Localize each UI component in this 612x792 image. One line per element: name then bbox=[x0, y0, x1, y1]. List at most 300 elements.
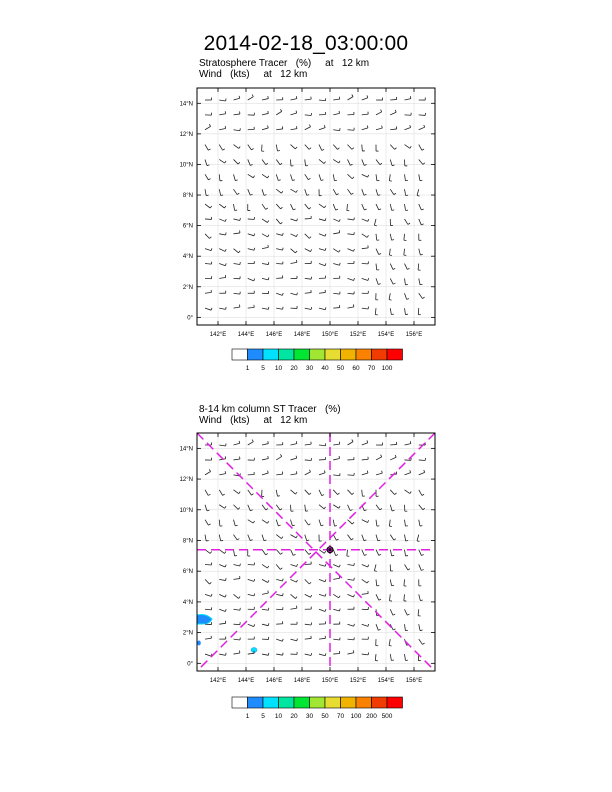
wind-barb bbox=[319, 609, 326, 611]
colorbar-swatch bbox=[294, 697, 310, 708]
wind-barb bbox=[333, 189, 338, 195]
wind-barb bbox=[205, 248, 212, 250]
wind-barb bbox=[248, 440, 254, 445]
wind-barb bbox=[418, 609, 420, 616]
wind-barb bbox=[234, 292, 241, 294]
wind-barb bbox=[248, 278, 255, 280]
wind-barb bbox=[234, 490, 241, 494]
map-panel-2 bbox=[180, 433, 435, 684]
wind-barb bbox=[291, 234, 298, 237]
wind-barb bbox=[305, 174, 311, 179]
wind-barb bbox=[319, 470, 325, 474]
wind-barb bbox=[319, 263, 326, 265]
wind-barb bbox=[262, 579, 269, 582]
wind-barb bbox=[333, 249, 340, 252]
wind-barb bbox=[276, 97, 282, 100]
wind-barb bbox=[305, 594, 312, 597]
wind-barb bbox=[376, 174, 379, 180]
wind-barb bbox=[248, 291, 255, 293]
wind-barb bbox=[219, 111, 225, 115]
wind-barb bbox=[234, 128, 241, 130]
wind-barb bbox=[333, 594, 340, 597]
wind-barb bbox=[276, 204, 282, 209]
wind-barb bbox=[333, 263, 340, 265]
colorbar-swatch bbox=[372, 349, 388, 360]
wind-barb bbox=[419, 579, 422, 585]
wind-barb bbox=[276, 472, 282, 475]
map-panel-1 bbox=[180, 88, 435, 338]
wind-barb bbox=[234, 262, 241, 264]
wind-barb bbox=[376, 278, 381, 284]
wind-barb bbox=[390, 234, 394, 240]
wind-barb bbox=[234, 189, 240, 194]
wind-barb bbox=[390, 264, 395, 270]
wind-barb bbox=[362, 234, 369, 238]
wind-barb bbox=[405, 550, 408, 556]
wind-barb bbox=[419, 293, 425, 298]
wind-barb bbox=[205, 113, 212, 115]
wind-barb bbox=[305, 442, 311, 445]
wind-barb bbox=[348, 457, 354, 460]
wind-barb bbox=[219, 145, 225, 151]
lat-tick-label: 8°N bbox=[182, 193, 193, 200]
wind-barb bbox=[205, 520, 211, 526]
wind-barb bbox=[405, 490, 412, 494]
wind-barb bbox=[248, 535, 253, 541]
wind-barb bbox=[333, 230, 339, 234]
wind-barb bbox=[348, 278, 355, 280]
wind-barb bbox=[348, 145, 354, 150]
wind-barb bbox=[219, 189, 223, 195]
wind-barb bbox=[234, 441, 240, 445]
wind-barb bbox=[234, 276, 241, 278]
wind-barb bbox=[291, 535, 298, 538]
wind-barb bbox=[219, 609, 226, 611]
wind-barb bbox=[305, 607, 311, 610]
wind-barb bbox=[248, 305, 254, 308]
wind-barb bbox=[291, 293, 298, 295]
wind-barb bbox=[305, 261, 311, 264]
lon-tick-label: 154°E bbox=[377, 332, 395, 338]
wind-barb bbox=[305, 490, 311, 495]
colorbar-swatch bbox=[248, 349, 264, 360]
wind-barb bbox=[219, 174, 222, 180]
lat-tick-label: 4°N bbox=[182, 599, 193, 606]
wind-barb bbox=[248, 607, 255, 609]
wind-barb bbox=[276, 248, 283, 250]
wind-barb bbox=[348, 520, 354, 524]
wind-barb bbox=[390, 159, 394, 165]
lon-tick-label: 144°E bbox=[237, 332, 255, 338]
wind-barb bbox=[362, 471, 368, 475]
wind-barb bbox=[390, 654, 394, 660]
lon-tick-label: 142°E bbox=[209, 332, 227, 338]
wind-barb bbox=[291, 126, 297, 130]
lat-tick-label: 14°N bbox=[179, 446, 193, 453]
wind-barb bbox=[362, 591, 368, 594]
wind-barb bbox=[348, 218, 355, 220]
wind-barb bbox=[234, 96, 240, 100]
wind-barb bbox=[362, 307, 369, 309]
wind-barb bbox=[376, 264, 379, 270]
wind-barb bbox=[205, 276, 212, 278]
wind-barb bbox=[376, 579, 379, 585]
wind-barb bbox=[234, 520, 238, 526]
wind-barb bbox=[305, 125, 311, 130]
wind-barb bbox=[376, 471, 382, 475]
wind-barb bbox=[219, 204, 226, 208]
colorbar-swatch bbox=[310, 697, 326, 708]
wind-barb bbox=[234, 249, 241, 253]
wind-barb bbox=[390, 609, 395, 615]
lat-tick-label: 6°N bbox=[182, 223, 193, 230]
wind-barb bbox=[205, 234, 211, 239]
wind-barb bbox=[405, 264, 410, 270]
colorbar-swatch bbox=[263, 697, 279, 708]
colorbar-swatch bbox=[341, 349, 357, 360]
wind-barb bbox=[362, 112, 368, 115]
wind-barb bbox=[262, 441, 268, 445]
wind-barb bbox=[319, 234, 326, 236]
wind-barb bbox=[205, 124, 211, 129]
wind-barb bbox=[405, 125, 411, 130]
colorbar-swatch bbox=[232, 349, 248, 360]
wind-barb bbox=[362, 457, 368, 460]
wind-barb bbox=[305, 249, 312, 252]
colorbar-swatch bbox=[356, 349, 372, 360]
wind-barb bbox=[262, 204, 268, 209]
lat-tick-label: 10°N bbox=[179, 507, 193, 514]
wind-barb bbox=[376, 159, 382, 164]
wind-barb bbox=[219, 159, 226, 163]
colorbar-label: 200 bbox=[366, 713, 377, 720]
wind-barb bbox=[419, 219, 424, 225]
colorbar-1 bbox=[232, 349, 403, 372]
colorbar-label: 100 bbox=[350, 713, 362, 720]
wind-barb bbox=[390, 145, 396, 150]
colorbar-label: 10 bbox=[274, 713, 283, 720]
wind-barb bbox=[276, 593, 283, 595]
wind-barb bbox=[390, 219, 393, 225]
wind-barb bbox=[262, 520, 269, 524]
wind-barb bbox=[348, 473, 355, 475]
lon-tick-label: 152°E bbox=[349, 678, 367, 684]
wind-barb bbox=[376, 535, 380, 541]
wind-barb bbox=[348, 304, 354, 308]
wind-barb bbox=[291, 441, 297, 445]
wind-barb bbox=[205, 594, 212, 596]
wind-barb bbox=[319, 248, 326, 250]
lon-tick-label: 148°E bbox=[293, 678, 311, 684]
wind-barb bbox=[219, 578, 226, 580]
wind-barb bbox=[219, 291, 225, 294]
wind-barb bbox=[405, 308, 408, 314]
lon-tick-label: 148°E bbox=[293, 332, 311, 338]
wind-barb bbox=[376, 126, 382, 130]
wind-barb bbox=[276, 189, 283, 193]
wind-barb bbox=[205, 189, 209, 195]
wind-barb bbox=[390, 535, 396, 540]
wind-barb bbox=[348, 607, 354, 610]
wind-barb bbox=[419, 125, 425, 130]
wind-barb bbox=[219, 564, 226, 567]
panel2-title-line1: 8-14 km column ST Tracer (%) bbox=[199, 404, 341, 415]
wind-barb bbox=[305, 189, 309, 195]
wind-barb bbox=[248, 174, 255, 177]
tracer-contour bbox=[197, 641, 201, 646]
wind-barb bbox=[348, 650, 354, 654]
wind-barb bbox=[333, 520, 337, 526]
wind-barb bbox=[262, 219, 269, 223]
wind-barb bbox=[234, 505, 240, 510]
wind-barb bbox=[419, 624, 423, 630]
wind-barb bbox=[376, 594, 381, 600]
wind-barb bbox=[305, 636, 311, 639]
wind-barb bbox=[319, 98, 326, 100]
wind-barb bbox=[248, 261, 255, 263]
wind-barb bbox=[390, 126, 396, 129]
wind-barb bbox=[262, 550, 268, 555]
wind-barb bbox=[319, 174, 323, 180]
wind-barb bbox=[418, 264, 420, 271]
wind-barb bbox=[319, 457, 325, 460]
wind-barb bbox=[262, 637, 269, 639]
wind-barb bbox=[419, 145, 424, 151]
wind-barb bbox=[262, 96, 268, 100]
wind-barb bbox=[291, 622, 298, 624]
wind-barb bbox=[348, 292, 355, 294]
wind-barb bbox=[319, 112, 325, 115]
wind-barb bbox=[389, 249, 391, 256]
wind-barb bbox=[248, 458, 255, 460]
wind-barb bbox=[404, 249, 406, 256]
wind-barb bbox=[291, 249, 298, 253]
wind-barb bbox=[319, 505, 326, 509]
wind-barb bbox=[276, 564, 282, 569]
wind-barb bbox=[305, 159, 308, 165]
wind-barb bbox=[319, 621, 325, 624]
wind-barb bbox=[390, 308, 394, 314]
wind-barb bbox=[234, 457, 240, 460]
wind-barb bbox=[205, 290, 211, 293]
wind-barb bbox=[276, 505, 282, 510]
colorbar-swatch bbox=[372, 697, 388, 708]
wind-barb bbox=[234, 564, 241, 566]
wind-barb bbox=[376, 443, 383, 445]
lat-tick-label: 12°N bbox=[179, 477, 193, 484]
wind-barb bbox=[390, 278, 395, 284]
colorbar-label: 10 bbox=[274, 365, 283, 372]
wind-barb bbox=[376, 98, 383, 100]
wind-barb bbox=[405, 219, 411, 225]
wind-barb bbox=[305, 653, 312, 655]
panel2-title-line2: Wind (kts) at 12 km bbox=[199, 415, 308, 426]
wind-barb bbox=[405, 293, 409, 299]
wind-barb bbox=[262, 535, 266, 541]
wind-barb bbox=[348, 128, 355, 130]
lon-tick-label: 142°E bbox=[209, 678, 227, 684]
lat-tick-label: 14°N bbox=[179, 101, 193, 108]
lat-tick-label: 6°N bbox=[182, 569, 193, 576]
wind-barb bbox=[390, 204, 394, 210]
colorbar-label: 5 bbox=[261, 365, 265, 372]
wind-barb bbox=[333, 456, 339, 460]
wind-barb bbox=[405, 624, 408, 630]
colorbar-label: 30 bbox=[305, 365, 314, 372]
colorbar-swatch bbox=[263, 349, 279, 360]
wind-barb bbox=[234, 159, 240, 164]
wind-barb bbox=[419, 174, 423, 180]
wind-barb bbox=[276, 621, 282, 624]
wind-barb bbox=[348, 94, 354, 100]
wind-barb bbox=[319, 653, 326, 655]
wind-barb bbox=[205, 174, 211, 180]
wind-barb bbox=[234, 174, 238, 180]
wind-barb bbox=[405, 113, 412, 115]
wind-barb bbox=[276, 126, 282, 129]
wind-barb bbox=[405, 145, 412, 149]
wind-barb bbox=[234, 204, 238, 210]
wind-barb bbox=[219, 490, 225, 496]
lat-tick-label: 2°N bbox=[182, 284, 193, 291]
wind-barb bbox=[418, 308, 420, 315]
wind-barb bbox=[262, 111, 268, 115]
wind-barb bbox=[291, 189, 298, 192]
wind-barb bbox=[262, 307, 269, 309]
wind-barb bbox=[276, 174, 280, 180]
wind-barb bbox=[376, 505, 382, 510]
wind-barb bbox=[205, 550, 212, 554]
wind-barb bbox=[291, 652, 298, 654]
colorbar-label: 1 bbox=[245, 713, 250, 720]
lat-tick-label: 2°N bbox=[182, 630, 193, 637]
wind-barb bbox=[419, 113, 426, 115]
wind-barb bbox=[390, 490, 396, 495]
tracer-contour bbox=[197, 615, 212, 625]
wind-barb bbox=[291, 260, 297, 264]
wind-barb bbox=[234, 111, 240, 114]
wind-barb bbox=[376, 145, 379, 151]
wind-barb bbox=[262, 653, 269, 655]
wind-barb bbox=[276, 109, 281, 115]
wind-barb bbox=[389, 520, 391, 527]
wind-barb bbox=[333, 490, 339, 495]
wind-barb bbox=[348, 439, 354, 445]
wind-barb bbox=[376, 490, 379, 496]
wind-barb bbox=[305, 277, 312, 279]
colorbar-swatch bbox=[325, 697, 341, 708]
wind-barb bbox=[305, 622, 312, 624]
wind-barb bbox=[248, 472, 254, 475]
wind-barb bbox=[219, 550, 226, 554]
wind-barb bbox=[375, 654, 377, 661]
colorbar-label: 60 bbox=[352, 365, 360, 372]
wind-barb bbox=[333, 622, 339, 625]
wind-barb bbox=[319, 579, 326, 581]
wind-barb bbox=[305, 234, 311, 239]
wind-barb bbox=[319, 636, 325, 639]
panel1-title-line2: Wind (kts) at 12 km bbox=[199, 69, 308, 80]
wind-barb bbox=[205, 262, 212, 264]
wind-barb bbox=[333, 97, 339, 100]
colorbar-label: 40 bbox=[321, 365, 329, 372]
wind-barb bbox=[305, 520, 311, 525]
lat-tick-label: 0° bbox=[187, 315, 193, 322]
colorbar-label: 70 bbox=[367, 365, 376, 372]
wind-barb bbox=[234, 145, 241, 149]
wind-barb bbox=[404, 579, 406, 586]
wind-barb bbox=[305, 113, 312, 115]
wind-barb bbox=[234, 218, 241, 220]
wind-barb bbox=[419, 470, 425, 475]
wind-barb bbox=[362, 624, 369, 626]
wind-barb bbox=[362, 261, 369, 263]
wind-barb bbox=[276, 490, 280, 496]
wind-barb bbox=[291, 505, 294, 511]
wind-barb bbox=[405, 204, 408, 210]
wind-barb bbox=[319, 290, 325, 293]
wind-barb bbox=[305, 470, 311, 475]
wind-barb bbox=[390, 455, 396, 460]
wind-barb bbox=[333, 473, 340, 475]
wind-barb bbox=[389, 639, 391, 646]
wind-barb bbox=[333, 564, 340, 567]
wind-barb bbox=[291, 579, 298, 582]
wind-barb bbox=[234, 638, 241, 640]
wind-barb bbox=[404, 594, 406, 601]
wind-barb bbox=[389, 174, 391, 181]
wind-barb bbox=[291, 490, 298, 494]
wind-barb bbox=[291, 111, 297, 115]
colorbar-swatch bbox=[232, 697, 248, 708]
wind-barb bbox=[319, 145, 324, 151]
wind-barb bbox=[305, 505, 308, 511]
wind-barb bbox=[348, 637, 355, 639]
wind-barb bbox=[419, 159, 425, 164]
colorbar-label: 70 bbox=[336, 713, 345, 720]
wind-barb bbox=[362, 204, 367, 210]
wind-barb bbox=[305, 535, 309, 541]
wind-barb bbox=[405, 174, 408, 180]
wind-barb bbox=[219, 219, 226, 222]
wind-barb bbox=[248, 189, 253, 195]
colorbar-label: 20 bbox=[290, 713, 298, 720]
wind-barb bbox=[291, 219, 298, 221]
colorbar-swatch bbox=[387, 697, 403, 708]
colorbar-swatch bbox=[279, 349, 295, 360]
wind-barb bbox=[276, 520, 280, 526]
wind-barb bbox=[305, 97, 311, 100]
wind-barb bbox=[419, 458, 426, 460]
wind-barb bbox=[219, 637, 225, 640]
wind-barb bbox=[347, 204, 349, 211]
wind-barb bbox=[404, 234, 406, 241]
wind-barb bbox=[405, 96, 411, 100]
wind-barb bbox=[291, 96, 297, 100]
wind-barb bbox=[276, 219, 282, 224]
wind-barb bbox=[291, 174, 295, 180]
wind-barb bbox=[276, 275, 282, 278]
wind-barb bbox=[262, 245, 268, 249]
wind-barb bbox=[362, 145, 365, 151]
wind-barb bbox=[205, 204, 212, 208]
wind-barb bbox=[390, 189, 396, 194]
wind-barb bbox=[390, 579, 394, 585]
wind-barb bbox=[262, 564, 269, 568]
wind-barb bbox=[219, 263, 226, 265]
wind-barb bbox=[333, 276, 339, 279]
wind-barb bbox=[362, 520, 369, 523]
